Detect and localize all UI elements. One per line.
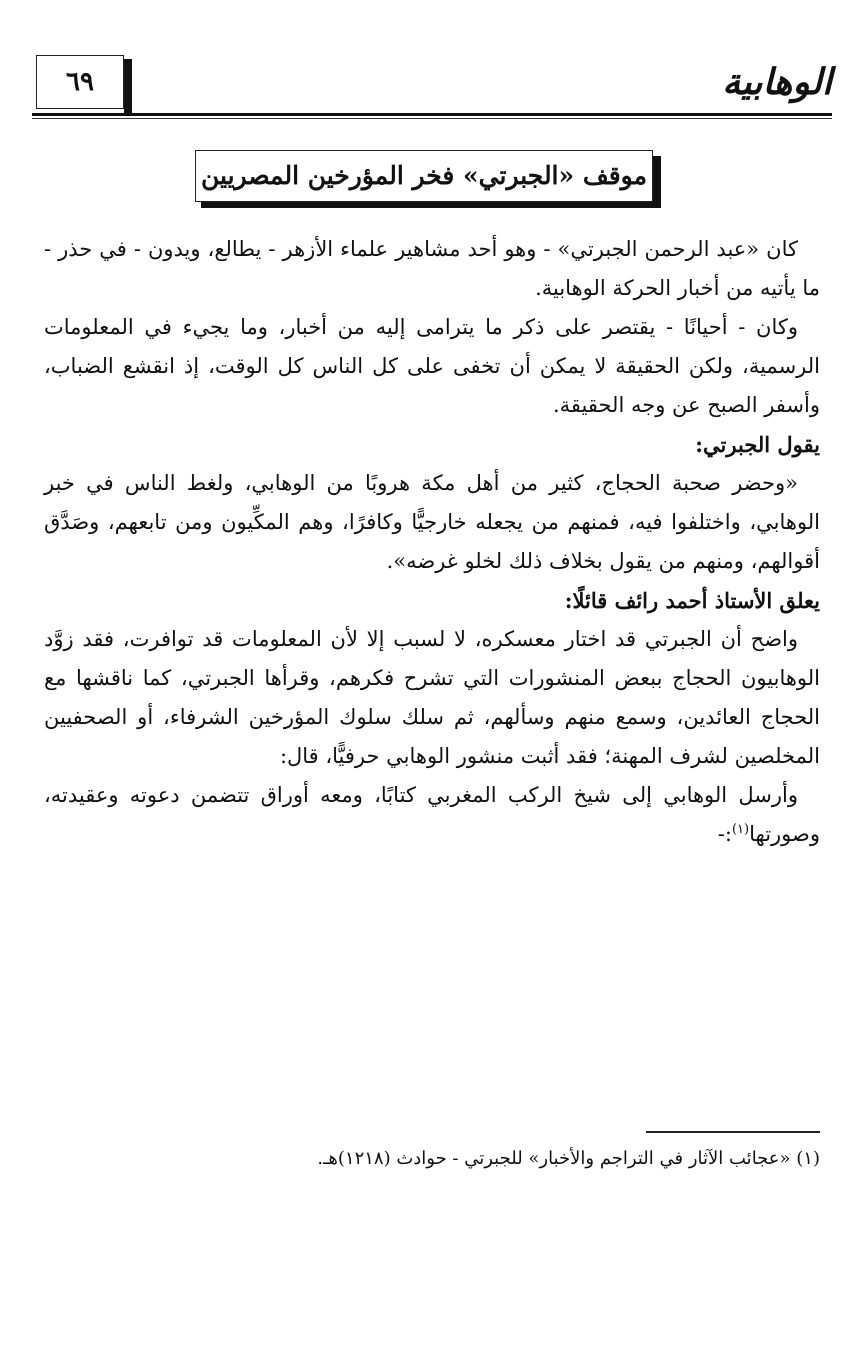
paragraph-4-text: وأرسل الوهابي إلى شيخ الركب المغربي كتابًا، ومعه أوراق تتضمن دعوته وعقيدته، وصورتها <box>44 783 820 846</box>
paragraph-4 <box>44 776 820 854</box>
footnote-separator <box>646 1131 820 1133</box>
page-header <box>32 55 832 117</box>
paragraph-4-tail: :- <box>717 822 732 846</box>
body-text <box>44 230 820 854</box>
paragraph-1: كان «عبد الرحمن الجبرتي» - وهو أحد مشاهير علماء الأزهر - يطالع، ويدون - في حذر - ما يأتيه من أخبار الحركة الوهابية. <box>44 237 820 300</box>
footnote-reference: (١) <box>731 822 750 837</box>
header-rule-thin <box>32 118 832 119</box>
page-number: ٦٩ <box>36 55 124 109</box>
subheading-raif-comments: يعلق الأستاذ أحمد رائف قائلًا: <box>564 588 820 613</box>
subheading-jabarti-says: يقول الجبرتي: <box>695 432 820 457</box>
page-number-shadow <box>124 59 132 115</box>
footnote: (١) «عجائب الآثار في التراجم والأخبار» للجبرتي - حوادث (١٢١٨)هـ. <box>317 1148 820 1169</box>
section-title-shadow-bottom <box>201 202 661 208</box>
section-title: موقف «الجبرتي» فخر المؤرخين المصريين <box>195 150 653 202</box>
quote-paragraph: «وحضر صحبة الحجاج، كثير من أهل مكة هروبًا من الوهابي، ولغط الناس في خبر الوهابي، واختلفوا فيه، فمنهم من يجعله خارجيًّا وكافرًا، وهم المكِّيون ومن تابعهم، وصَدَّق أقوالهم، ومنهم من يقول بخلاف ذلك لخلو غرضه». <box>44 471 820 573</box>
paragraph-2: وكان - أحيانًا - يقتصر على ذكر ما يترامى إليه من أخبار، وما يجيء في المعلومات الرسمية، ولكن الحقيقة لا يمكن أن تخفى على كل الناس كل الوقت، إذ انقشع الضباب، وأسفر الصبح عن وجه الحقيقة. <box>44 315 820 417</box>
header-rule <box>32 113 832 116</box>
section-title-frame <box>195 150 661 208</box>
running-title: الوهابية <box>722 61 832 103</box>
paragraph-3: واضح أن الجبرتي قد اختار معسكره، لا لسبب إلا لأن المعلومات قد توافرت، فقد زوَّد الوهابيون الحجاج ببعض المنشورات التي تشرح فكرهم، وقرأها الجبرتي، كما ناقشها مع الحجاج العائدين، وسمع منهم وسألهم، ثم سلك سلوك المؤرخين الشرفاء، أو الصحفيين المخلصين لشرف المهنة؛ فقد أثبت منشور الوهابي حرفيًّا، قال: <box>44 627 820 768</box>
section-title-shadow-right <box>653 156 661 208</box>
